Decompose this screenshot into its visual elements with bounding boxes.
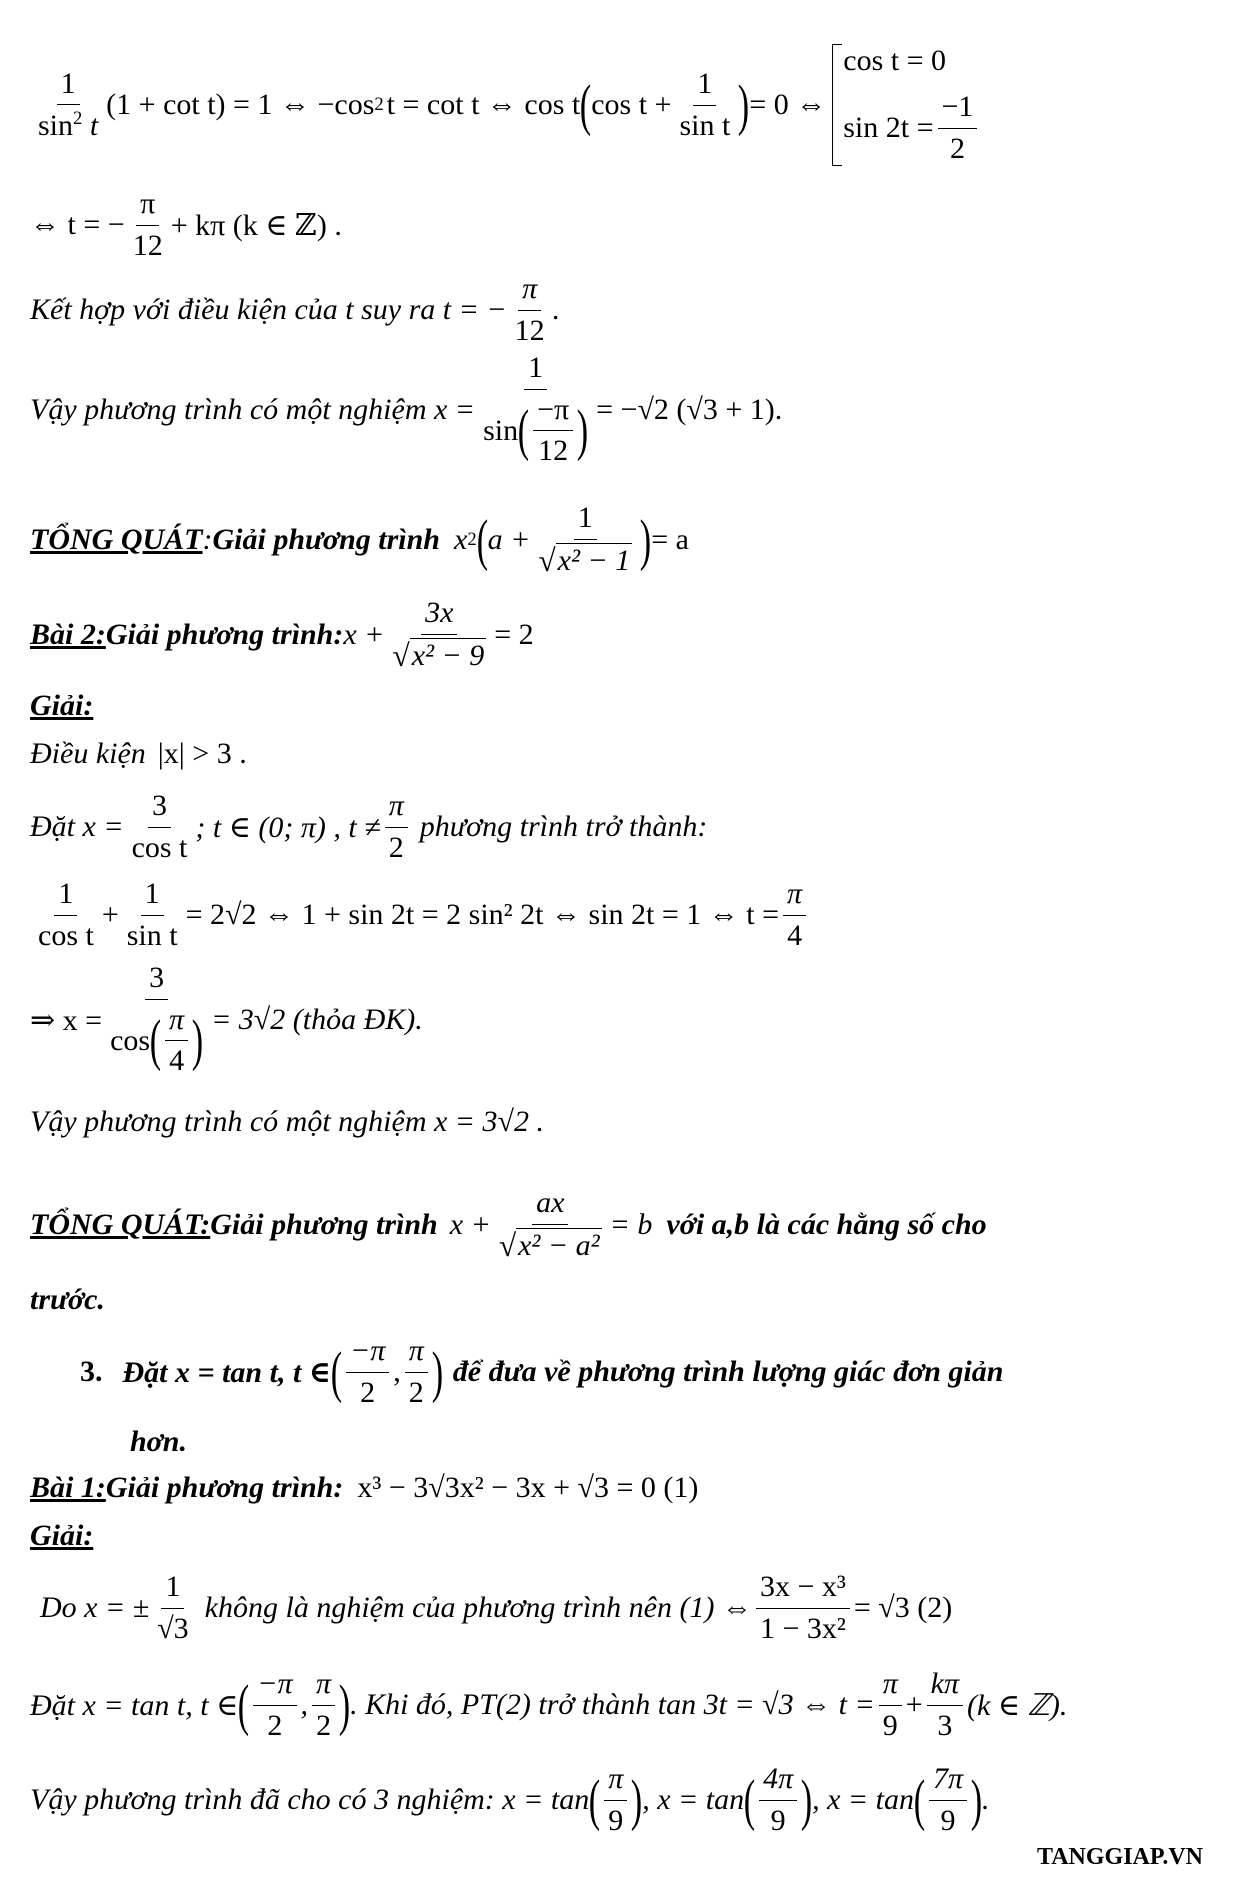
heading-text: với a,b là các hằng số cho — [666, 1208, 987, 1241]
numerator: 4π — [759, 1762, 797, 1801]
denominator — [534, 540, 636, 580]
expr: ⇔ t = − — [30, 208, 125, 241]
paren-right: ) — [738, 73, 750, 137]
numerator: π — [405, 1334, 428, 1373]
fraction — [312, 1667, 335, 1743]
sup: 2 — [467, 529, 477, 550]
denominator: 2 — [408, 1375, 424, 1409]
denominator: 2 — [360, 1375, 376, 1409]
sup: 2 — [73, 108, 83, 129]
paren-left: ( — [580, 73, 592, 137]
text: . Khi đó, PT(2) trở thành tan 3t = √3 ⇔ t = — [350, 1688, 875, 1721]
numerator: −π — [533, 393, 573, 432]
denominator: 9 — [770, 1803, 786, 1837]
paren-left: ( — [238, 1673, 250, 1737]
equation-line-1 — [30, 44, 981, 165]
expr: x + — [343, 618, 385, 651]
numerator: 3x — [421, 596, 457, 635]
denominator — [479, 390, 592, 469]
fraction — [123, 877, 182, 953]
paren-right: ) — [970, 1768, 983, 1832]
fraction — [253, 1667, 296, 1743]
paren-right: ) — [191, 1009, 204, 1073]
den-text: cos — [110, 1023, 151, 1057]
denominator — [495, 1225, 606, 1265]
denominator — [106, 1000, 207, 1079]
denominator: 2 — [388, 830, 404, 864]
case-1: cos t = 0 — [843, 44, 946, 77]
numerator: 7π — [929, 1762, 967, 1801]
heading-text: Giải phương trình — [212, 523, 440, 556]
var: x — [454, 523, 468, 556]
numerator: 1 — [57, 67, 80, 106]
expr: |x| > 3 . — [157, 737, 247, 770]
heading-text: Giải phương trình: — [105, 618, 344, 651]
text-line-3 — [30, 265, 560, 355]
paren-left: ( — [913, 1768, 926, 1832]
fraction — [106, 961, 207, 1079]
den-var: t — [89, 109, 99, 142]
text: . — [552, 293, 561, 326]
numerator: 1 — [524, 351, 547, 390]
expr: = √3 (2) — [853, 1591, 953, 1624]
expr: t = cot t ⇔ cos t — [386, 88, 581, 121]
expr: = 2√2 ⇔ 1 + sin 2t = 2 sin² 2t ⇔ sin 2t = 1 ⇔ t = — [185, 898, 780, 931]
numerator: 3 — [145, 961, 168, 1000]
denominator: 2 — [316, 1708, 332, 1742]
fraction — [128, 789, 192, 865]
exercise-label: Bài 1: — [30, 1471, 106, 1504]
paren-right: ) — [640, 508, 652, 572]
numerator: π — [518, 272, 541, 311]
heading-text: để đưa về phương trình lượng giác đơn giản — [452, 1355, 1004, 1388]
fraction — [495, 1186, 606, 1264]
general-case-1 — [30, 490, 689, 590]
denominator: 9 — [940, 1803, 956, 1837]
result-line — [30, 955, 423, 1085]
exercise-1-heading — [30, 1466, 698, 1510]
denominator: √3 — [157, 1611, 189, 1645]
numerator: 1 — [693, 67, 716, 106]
denominator: 12 — [538, 434, 569, 468]
equation-line-trig — [30, 870, 810, 960]
section-number: 3. — [80, 1355, 103, 1388]
fraction — [388, 596, 490, 674]
conclusion-2: Vậy phương trình có một nghiệm x = 3√2 . — [30, 1105, 545, 1138]
denominator: sin t — [126, 918, 178, 952]
fraction — [153, 1570, 192, 1646]
fraction — [604, 1762, 627, 1838]
numerator: 3 — [148, 789, 171, 828]
sqrt — [392, 638, 486, 674]
text: . — [982, 1783, 990, 1816]
fraction — [759, 1762, 797, 1838]
denominator: 4 — [787, 918, 803, 952]
numerator: π — [312, 1667, 335, 1706]
exercise-label: Bài 2: — [30, 618, 106, 651]
paren-left: ( — [330, 1340, 343, 1404]
plus: + — [101, 898, 119, 931]
denominator: 1 − 3x² — [759, 1611, 846, 1645]
text: Kết hợp với điều kiện của t suy ra t = − — [30, 293, 507, 326]
substitution-line-2: Đặt x = tan t, t ∈ ( $\frac{-\pi}{2}$ , $\frac{\pi}{2}$ ) . Khi đó, PT(2) trở thành tan 3t = √3 ⇔ t = $\frac{\pi}{9}$ + $\frac{k\pi}{3}$ (k ∈ ℤ). — [30, 1667, 1068, 1742]
heading-text: Giải phương trình — [210, 1208, 438, 1241]
conclusion-3 — [30, 1750, 990, 1850]
paren-right: ) — [631, 1768, 643, 1832]
fraction — [34, 67, 102, 144]
numerator: π — [385, 789, 408, 828]
text: Điều kiện — [30, 737, 146, 770]
expr: ⇒ x = — [30, 1003, 103, 1037]
denominator: 9 — [882, 1708, 898, 1742]
equation-line-2 — [30, 180, 342, 270]
text: không là nghiệm của phương trình nên (1) ⇔ — [204, 1591, 752, 1624]
numerator: 3x − x³ — [756, 1570, 850, 1609]
numerator: π — [165, 1003, 188, 1042]
den-text: sin — [38, 109, 74, 142]
general-label: TỔNG QUÁT — [30, 523, 203, 556]
paren-left: ( — [589, 1768, 601, 1832]
numerator: 1 — [161, 1570, 184, 1609]
expr: x + — [449, 1208, 491, 1241]
general-case-2 — [30, 1180, 987, 1270]
heading-text: Đặt x = tan t, t ∈ — [122, 1355, 331, 1389]
denominator: cos t — [38, 918, 94, 952]
paren-right: ) — [576, 399, 589, 463]
numerator: 1 — [141, 877, 164, 916]
expr: (1 + cot t) = 1 ⇔ −cos — [106, 88, 375, 121]
radicand: x² − a² — [516, 1228, 602, 1264]
exercise-2-heading — [30, 590, 534, 680]
numerator: 1 — [54, 877, 77, 916]
sqrt — [538, 543, 632, 579]
denominator: cos t — [131, 830, 188, 864]
solution-label: Giải: — [30, 689, 94, 722]
denominator: 4 — [169, 1044, 185, 1078]
denominator — [34, 105, 102, 144]
text: , x = tan — [812, 1783, 915, 1816]
text: Vậy phương trình đã cho có 3 nghiệm: x = tan — [30, 1783, 590, 1816]
section-3-cont: hơn. — [130, 1425, 187, 1458]
general-label: TỔNG QUÁT: — [30, 1208, 211, 1241]
denominator — [388, 635, 490, 675]
expr: = −√2 (√3 + 1). — [596, 393, 783, 426]
denominator: 12 — [514, 313, 545, 347]
plus: + — [905, 1688, 923, 1721]
expr: (k ∈ ℤ). — [967, 1688, 1068, 1722]
fraction — [405, 1334, 428, 1410]
text: phương trình trở thành: — [419, 810, 708, 843]
expr: = b — [609, 1208, 653, 1241]
solution-label: Giải: — [30, 1519, 94, 1552]
numerator: kπ — [927, 1667, 963, 1706]
numerator: −π — [253, 1667, 296, 1706]
numerator: 1 — [574, 501, 597, 540]
expr: ; t ∈ (0; π) , t ≠ — [195, 810, 381, 844]
text: Vậy phương trình có một nghiệm x = — [30, 393, 476, 426]
expr: a + — [487, 523, 531, 556]
fraction — [533, 393, 573, 469]
numerator: π — [783, 877, 806, 916]
fraction — [129, 187, 167, 263]
radical: √ — [538, 542, 556, 578]
denominator: 3 — [937, 1708, 953, 1742]
expr: = a — [651, 523, 689, 556]
text-line-4 — [30, 345, 782, 475]
denominator: 2 — [267, 1708, 283, 1742]
text: , x = tan — [642, 1783, 745, 1816]
fraction — [346, 1334, 389, 1410]
paren-right: ) — [800, 1768, 813, 1832]
section-3-heading: 3. Đặt x = tan t, t ∈ ( $\frac{-\pi}{2}$ , $\frac{\pi}{2}$ ) để đưa về phương trình lượng giác đơn giản — [80, 1334, 1004, 1409]
sup: 2 — [374, 94, 384, 115]
text: Đặt x = tan t, t ∈ — [30, 1688, 239, 1722]
text: Do x = ± — [40, 1591, 150, 1624]
fraction — [879, 1667, 902, 1743]
expr: cos t + — [591, 88, 672, 121]
heading-text: Giải phương trình: — [105, 1471, 344, 1504]
paren-left: ( — [149, 1009, 162, 1073]
denominator: 12 — [132, 228, 163, 262]
paren-left: ( — [743, 1768, 756, 1832]
radical: √ — [392, 637, 410, 673]
condition-line — [30, 734, 247, 774]
den-text: sin — [483, 413, 519, 447]
paren-left: ( — [476, 508, 488, 572]
paren-right: ) — [338, 1673, 351, 1737]
colon: : — [202, 523, 213, 556]
text: Đặt x = — [30, 810, 124, 843]
fraction — [165, 1003, 188, 1079]
sqrt — [499, 1228, 602, 1264]
radical: √ — [498, 1227, 517, 1263]
expr: = 2 — [494, 618, 534, 651]
fraction — [938, 90, 978, 166]
paren-left: ( — [517, 399, 530, 463]
numerator: π — [604, 1762, 627, 1801]
fraction — [534, 501, 636, 579]
general-case-2-cont: trước. — [30, 1283, 105, 1316]
expr: x³ − 3√3x² − 3x + √3 = 0 (1) — [357, 1471, 699, 1504]
paren-right: ) — [431, 1340, 443, 1404]
numerator: π — [136, 187, 159, 226]
expr: = 0 ⇔ — [749, 88, 827, 121]
denominator: sin t — [679, 108, 731, 142]
fraction — [385, 789, 408, 865]
radicand: x² − 1 — [556, 543, 633, 579]
site-watermark: TANGGIAP.VN — [1036, 1844, 1203, 1870]
numerator: −1 — [938, 90, 978, 129]
case-2 — [843, 90, 981, 166]
fraction — [511, 272, 549, 348]
numerator: ax — [532, 1186, 568, 1225]
denominator: 9 — [608, 1803, 624, 1837]
expr: + kπ (k ∈ ℤ) . — [170, 208, 342, 242]
fraction — [34, 877, 98, 953]
fraction — [927, 1667, 963, 1743]
numerator: π — [879, 1667, 902, 1706]
denominator: 2 — [949, 131, 965, 165]
reasoning-line — [30, 1558, 952, 1658]
fraction — [929, 1762, 967, 1838]
fraction — [479, 351, 592, 469]
radicand: x² − 9 — [410, 638, 487, 674]
case-bracket — [832, 44, 981, 166]
fraction — [675, 67, 734, 143]
fraction — [756, 1570, 850, 1646]
numerator: −π — [346, 1334, 389, 1373]
substitution-line-1 — [30, 782, 707, 872]
case-2-pre: sin 2t = — [843, 111, 934, 144]
fraction — [783, 877, 806, 953]
expr: = 3√2 (thỏa ĐK). — [211, 1003, 423, 1036]
